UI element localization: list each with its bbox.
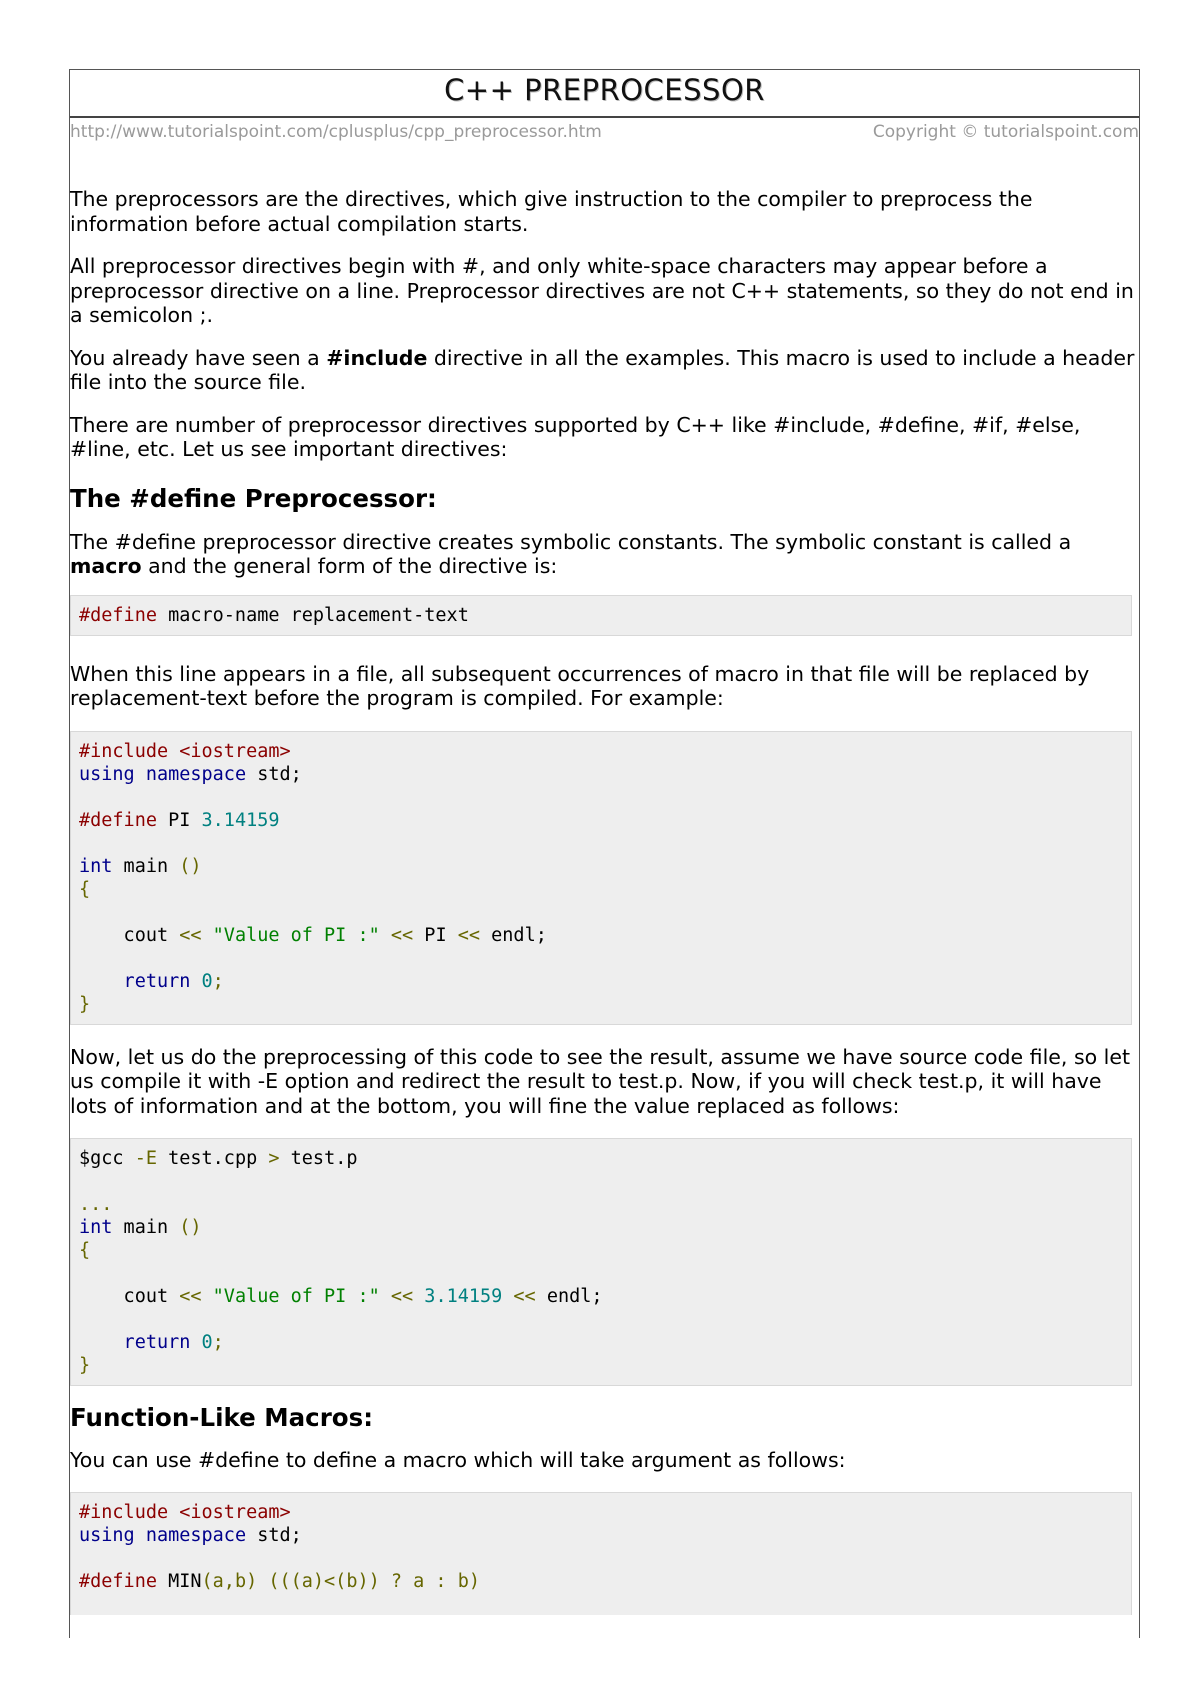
- code-line: [79, 970, 1123, 993]
- code-token: #include <iostream>: [79, 740, 291, 762]
- code-token: (a,b) (((a)<(b)) ? a : b): [201, 1570, 480, 1592]
- code-token: int: [79, 855, 113, 877]
- code-token: cout: [79, 924, 180, 946]
- code-token: 0: [190, 970, 213, 992]
- code-token: >: [268, 1148, 280, 1169]
- code-line: [79, 1147, 1123, 1170]
- page-frame: [69, 69, 1140, 1638]
- code-token: ;: [212, 970, 224, 992]
- code-line-blank: [79, 1170, 1123, 1193]
- define-paragraph-3: Now, let us do the preprocessing of this code to see the result, assume we have source code file, so let us compile it with -E option and redirect the result to test.p. Now, if you will check test.p, it will have lots of information and at the bottom, you will fine the value replaced as follows:: [70, 1044, 1131, 1118]
- code-token: #define: [79, 809, 157, 831]
- code-token: MIN: [156, 1570, 202, 1592]
- intro-paragraph-4: There are number of preprocessor directives supported by C++ like #include, #define, #if, #else, #line, etc. Let us see important directives:: [70, 412, 1081, 461]
- intro-p3-text-after: directive in all the examples. This macro is used to include a header file into the source file.: [70, 345, 1135, 394]
- code-token: main: [112, 855, 180, 877]
- code-token: namespace: [145, 1524, 247, 1546]
- code-token: std;: [246, 1524, 302, 1546]
- function-macros-paragraph: You can use #define to define a macro which will take argument as follows:: [70, 1448, 846, 1472]
- code-line: [79, 604, 1123, 627]
- code-token: <<: [179, 1286, 202, 1307]
- code-token: #define: [79, 604, 157, 626]
- code-line-blank: [79, 1262, 1123, 1285]
- define-p1-bold: macro: [70, 554, 142, 578]
- document-body: [70, 187, 1139, 1615]
- code-line: [79, 1193, 1123, 1216]
- code-token: std;: [246, 763, 302, 785]
- code-token: test.p: [279, 1148, 358, 1169]
- code-line-blank: [79, 832, 1123, 855]
- code-token: 0: [190, 1332, 213, 1353]
- code-token: }: [79, 1355, 91, 1376]
- code-block-function-macro: [70, 1492, 1132, 1615]
- code-token: "Value of PI :": [201, 924, 380, 946]
- code-token: endl;: [535, 1286, 603, 1307]
- title-bar: [70, 70, 1139, 118]
- intro-paragraph-3: [70, 346, 1139, 395]
- code-line-blank: [79, 1308, 1123, 1331]
- code-line: [79, 993, 1123, 1016]
- code-token: $gcc: [79, 1148, 135, 1169]
- code-token: test.cpp: [156, 1148, 269, 1169]
- code-token: <<: [179, 924, 202, 946]
- define-p1-text-after: and the general form of the directive is:: [141, 554, 558, 578]
- code-token: <<: [379, 924, 414, 946]
- function-macros-heading: Function-Like Macros:: [70, 1403, 373, 1432]
- code-line: [79, 1285, 1123, 1308]
- code-line: [79, 1216, 1123, 1239]
- code-line: [79, 763, 1123, 786]
- code-token: namespace: [145, 763, 247, 785]
- define-p1-text-before: The #define preprocessor directive creates symbolic constants. The symbolic constant is called a: [70, 529, 1072, 554]
- define-paragraph-2: When this line appears in a file, all subsequent occurrences of macro in that file will be replaced by replacement-text before the program is compiled. For example:: [70, 661, 1090, 710]
- code-token: #include <iostream>: [79, 1501, 291, 1523]
- intro-p3-bold: #include: [326, 345, 428, 370]
- code-line: [79, 924, 1123, 947]
- code-token: macro-name replacement-text: [156, 604, 469, 626]
- code-line: [79, 1331, 1123, 1354]
- code-token: cout: [79, 1286, 180, 1307]
- code-line: [79, 1570, 1123, 1593]
- code-token: {: [79, 1240, 91, 1261]
- code-token: using: [79, 1524, 135, 1546]
- code-token: (): [179, 1217, 202, 1238]
- page-title: C++ PREPROCESSOR: [444, 73, 765, 107]
- code-line: [79, 1501, 1123, 1524]
- code-token: return: [79, 1332, 191, 1353]
- code-token: -E: [134, 1148, 157, 1169]
- code-token: return: [79, 970, 191, 992]
- code-token: <<: [502, 1286, 536, 1307]
- code-token: ...: [79, 1194, 113, 1215]
- code-line: [79, 1524, 1123, 1547]
- intro-p3-text-before: You already have seen a: [70, 345, 327, 370]
- code-token: (): [179, 855, 202, 877]
- code-line-blank: [79, 786, 1123, 809]
- code-token: {: [79, 878, 91, 900]
- intro-paragraph-2: All preprocessor directives begin with #, and only white-space characters may appear before a preprocessor directive on a line. Preprocessor directives are not C++ statements, so they do not end in a semicolon ;.: [70, 254, 1134, 327]
- source-url[interactable]: http://www.tutorialspoint.com/cplusplus/cpp_preprocessor.htm: [70, 122, 602, 142]
- code-token: endl;: [480, 924, 547, 946]
- code-token: main: [112, 1217, 180, 1238]
- code-line: [79, 878, 1123, 901]
- code-token: 3.14159: [413, 1286, 503, 1307]
- code-token: PI: [413, 924, 458, 946]
- code-line: [79, 1239, 1123, 1262]
- code-line: [79, 809, 1123, 832]
- source-line: [70, 122, 1139, 144]
- define-heading: The #define Preprocessor:: [70, 483, 437, 513]
- code-block-define-example: [70, 731, 1132, 1025]
- code-token: 3.14159: [201, 809, 280, 831]
- code-token: using: [79, 763, 135, 785]
- code-line: [79, 1354, 1123, 1377]
- code-line: [79, 855, 1123, 878]
- code-token: "Value of PI :": [201, 1286, 380, 1307]
- code-token: }: [79, 993, 91, 1015]
- code-token: int: [79, 1217, 113, 1238]
- code-line-blank: [79, 947, 1123, 970]
- intro-paragraph-1: The preprocessors are the directives, which give instruction to the compiler to preprocess the information before actual compilation starts.: [70, 187, 1033, 236]
- code-token: #define: [79, 1570, 157, 1592]
- code-line-blank: [79, 1547, 1123, 1570]
- code-block-define-syntax: [70, 595, 1132, 636]
- code-line: [79, 740, 1123, 763]
- copyright-notice: Copyright © tutorialspoint.com: [872, 122, 1139, 142]
- code-token: ;: [212, 1332, 224, 1353]
- code-token: PI: [156, 809, 202, 831]
- code-line-blank: [79, 901, 1123, 924]
- code-token: <<: [457, 924, 481, 946]
- define-paragraph-1: [70, 530, 1139, 579]
- code-block-preprocessed-output: [70, 1138, 1132, 1386]
- code-token: <<: [379, 1286, 414, 1307]
